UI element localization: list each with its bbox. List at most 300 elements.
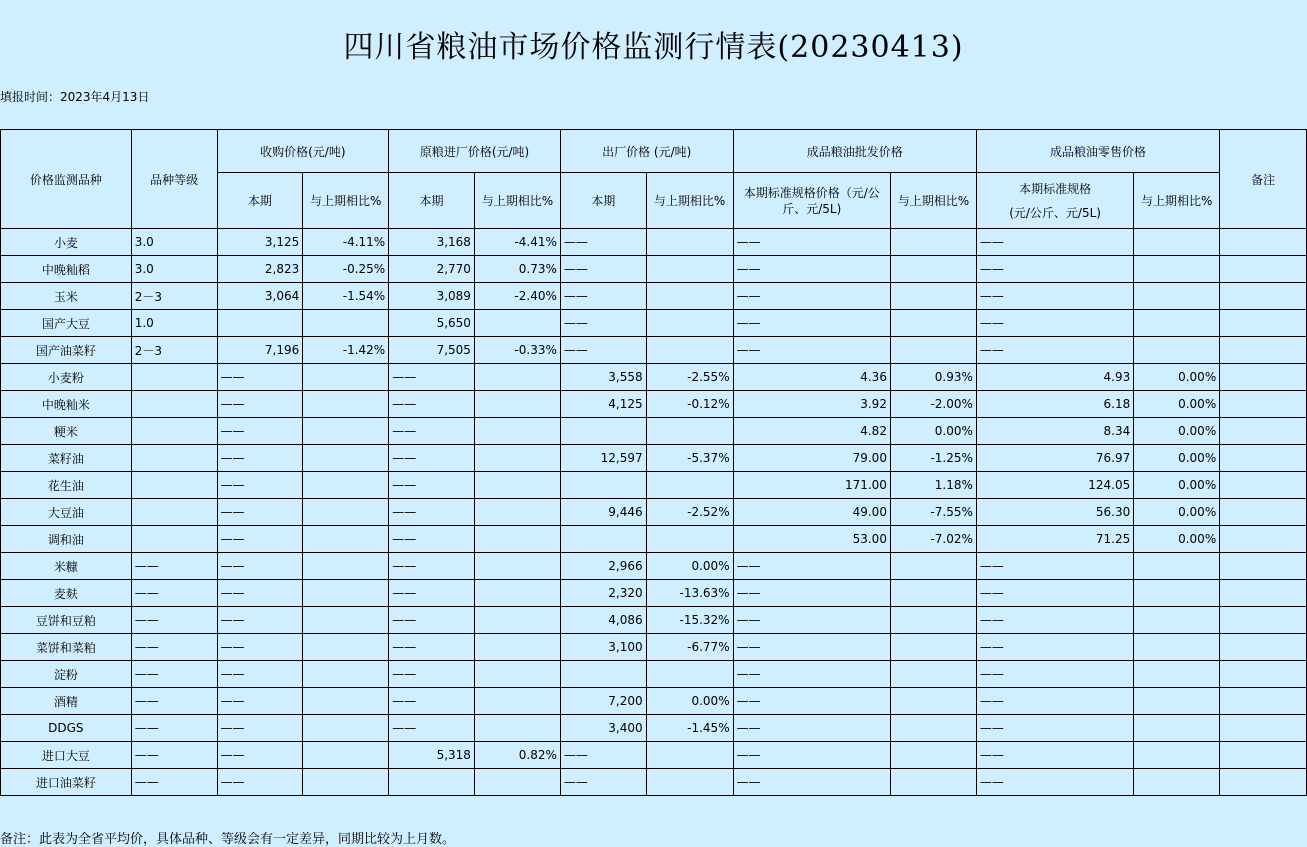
raw-factory-current-cell: 2,770 — [389, 256, 475, 283]
table-row — [1, 580, 1307, 607]
retail-ratio-cell — [1134, 769, 1220, 796]
ex-factory-current-cell — [560, 472, 646, 499]
remark-cell — [1220, 580, 1307, 607]
table-row — [1, 310, 1307, 337]
remark-cell — [1220, 418, 1307, 445]
header-purchase: 收购价格(元/吨) — [217, 130, 389, 173]
table-row — [1, 607, 1307, 634]
retail-ratio-cell: 0.00% — [1134, 418, 1220, 445]
header-retail-current-line2: (元/公斤、元/5L) — [1009, 205, 1101, 220]
grade-cell: —— — [131, 634, 217, 661]
raw-factory-ratio-cell: -4.41% — [474, 229, 560, 256]
raw-factory-current-cell: 5,650 — [389, 310, 475, 337]
raw-factory-ratio-cell — [474, 661, 560, 688]
raw-factory-current-cell: —— — [389, 634, 475, 661]
purchase-current-cell: —— — [217, 634, 303, 661]
table-row — [1, 742, 1307, 769]
table-row — [1, 715, 1307, 742]
ex-factory-ratio-cell — [646, 418, 733, 445]
wholesale-current-cell: 53.00 — [733, 526, 890, 553]
retail-ratio-cell — [1134, 337, 1220, 364]
item-name-cell: 调和油 — [1, 526, 132, 553]
item-name-cell: 小麦 — [1, 229, 132, 256]
remark-cell — [1220, 526, 1307, 553]
raw-factory-ratio-cell — [474, 418, 560, 445]
raw-factory-current-cell: —— — [389, 661, 475, 688]
ex-factory-current-cell: 2,966 — [560, 553, 646, 580]
table-row — [1, 256, 1307, 283]
item-name-cell: 菜饼和菜粕 — [1, 634, 132, 661]
ex-factory-current-cell — [560, 526, 646, 553]
header-ratio: 与上期相比% — [1134, 173, 1220, 229]
wholesale-ratio-cell: 1.18% — [890, 472, 976, 499]
raw-factory-ratio-cell: -2.40% — [474, 283, 560, 310]
purchase-current-cell: —— — [217, 553, 303, 580]
raw-factory-ratio-cell: 0.73% — [474, 256, 560, 283]
header-ex-factory: 出厂价格 (元/吨) — [560, 130, 733, 173]
retail-current-cell: —— — [976, 337, 1133, 364]
purchase-ratio-cell — [303, 391, 389, 418]
wholesale-ratio-cell — [890, 742, 976, 769]
purchase-ratio-cell: -4.11% — [303, 229, 389, 256]
retail-current-cell: 71.25 — [976, 526, 1133, 553]
retail-current-cell: —— — [976, 310, 1133, 337]
remark-cell — [1220, 769, 1307, 796]
item-name-cell: DDGS — [1, 715, 132, 742]
purchase-current-cell: —— — [217, 391, 303, 418]
price-table — [0, 129, 1307, 796]
retail-ratio-cell — [1134, 607, 1220, 634]
wholesale-current-cell: 3.92 — [733, 391, 890, 418]
ex-factory-current-cell: —— — [560, 283, 646, 310]
remark-cell — [1220, 337, 1307, 364]
wholesale-current-cell: —— — [733, 310, 890, 337]
header-retail: 成品粮油零售价格 — [976, 130, 1219, 173]
grade-cell: 1.0 — [131, 310, 217, 337]
purchase-current-cell: —— — [217, 472, 303, 499]
grade-cell: 2－3 — [131, 283, 217, 310]
remark-cell — [1220, 472, 1307, 499]
ex-factory-ratio-cell: -5.37% — [646, 445, 733, 472]
ex-factory-current-cell: 7,200 — [560, 688, 646, 715]
table-row — [1, 634, 1307, 661]
table-row — [1, 283, 1307, 310]
wholesale-current-cell: 4.82 — [733, 418, 890, 445]
raw-factory-ratio-cell — [474, 499, 560, 526]
raw-factory-current-cell: 7,505 — [389, 337, 475, 364]
remark-cell — [1220, 283, 1307, 310]
remark-cell — [1220, 634, 1307, 661]
remark-cell — [1220, 364, 1307, 391]
ex-factory-ratio-cell: -13.63% — [646, 580, 733, 607]
purchase-ratio-cell — [303, 607, 389, 634]
raw-factory-ratio-cell — [474, 472, 560, 499]
wholesale-ratio-cell — [890, 634, 976, 661]
wholesale-ratio-cell — [890, 256, 976, 283]
grade-cell: —— — [131, 715, 217, 742]
item-name-cell: 花生油 — [1, 472, 132, 499]
purchase-ratio-cell — [303, 472, 389, 499]
wholesale-current-cell: 49.00 — [733, 499, 890, 526]
header-wholesale-current: 本期标准规格价格（元/公斤、元/5L) — [733, 173, 890, 229]
item-name-cell: 酒精 — [1, 688, 132, 715]
purchase-current-cell: —— — [217, 769, 303, 796]
wholesale-ratio-cell: 0.93% — [890, 364, 976, 391]
purchase-current-cell: —— — [217, 364, 303, 391]
ex-factory-ratio-cell: -15.32% — [646, 607, 733, 634]
raw-factory-ratio-cell — [474, 526, 560, 553]
retail-current-cell: 76.97 — [976, 445, 1133, 472]
table-row — [1, 445, 1307, 472]
wholesale-ratio-cell — [890, 337, 976, 364]
ex-factory-ratio-cell — [646, 472, 733, 499]
raw-factory-ratio-cell — [474, 445, 560, 472]
retail-current-cell: 124.05 — [976, 472, 1133, 499]
ex-factory-ratio-cell: -2.55% — [646, 364, 733, 391]
table-row — [1, 661, 1307, 688]
retail-current-cell: 8.34 — [976, 418, 1133, 445]
wholesale-current-cell: —— — [733, 283, 890, 310]
retail-current-cell: —— — [976, 553, 1133, 580]
wholesale-ratio-cell — [890, 310, 976, 337]
purchase-ratio-cell: -0.25% — [303, 256, 389, 283]
raw-factory-current-cell: 5,318 — [389, 742, 475, 769]
remark-cell — [1220, 445, 1307, 472]
retail-ratio-cell: 0.00% — [1134, 526, 1220, 553]
ex-factory-ratio-cell — [646, 661, 733, 688]
remark-cell — [1220, 715, 1307, 742]
purchase-current-cell: —— — [217, 526, 303, 553]
retail-ratio-cell — [1134, 256, 1220, 283]
ex-factory-ratio-cell: -1.45% — [646, 715, 733, 742]
purchase-current-cell — [217, 310, 303, 337]
purchase-current-cell: —— — [217, 499, 303, 526]
table-row — [1, 337, 1307, 364]
raw-factory-current-cell: 3,168 — [389, 229, 475, 256]
retail-ratio-cell: 0.00% — [1134, 445, 1220, 472]
ex-factory-current-cell: —— — [560, 310, 646, 337]
table-row — [1, 418, 1307, 445]
wholesale-current-cell: —— — [733, 229, 890, 256]
purchase-ratio-cell: -1.54% — [303, 283, 389, 310]
header-current: 本期 — [389, 173, 475, 229]
raw-factory-current-cell: 3,089 — [389, 283, 475, 310]
grade-cell — [131, 445, 217, 472]
ex-factory-ratio-cell — [646, 256, 733, 283]
purchase-ratio-cell — [303, 715, 389, 742]
retail-current-cell: —— — [976, 769, 1133, 796]
grade-cell: 3.0 — [131, 256, 217, 283]
purchase-current-cell: 3,064 — [217, 283, 303, 310]
item-name-cell: 玉米 — [1, 283, 132, 310]
ex-factory-current-cell: 4,086 — [560, 607, 646, 634]
purchase-ratio-cell — [303, 499, 389, 526]
item-name-cell: 淀粉 — [1, 661, 132, 688]
purchase-ratio-cell — [303, 418, 389, 445]
raw-factory-current-cell: —— — [389, 472, 475, 499]
retail-current-cell: —— — [976, 688, 1133, 715]
ex-factory-ratio-cell: -2.52% — [646, 499, 733, 526]
ex-factory-current-cell: 2,320 — [560, 580, 646, 607]
grade-cell — [131, 418, 217, 445]
wholesale-current-cell: 79.00 — [733, 445, 890, 472]
raw-factory-current-cell: —— — [389, 364, 475, 391]
remark-cell — [1220, 688, 1307, 715]
purchase-current-cell: —— — [217, 742, 303, 769]
table-row — [1, 472, 1307, 499]
ex-factory-current-cell: 3,558 — [560, 364, 646, 391]
raw-factory-ratio-cell — [474, 688, 560, 715]
item-name-cell: 豆饼和豆粕 — [1, 607, 132, 634]
wholesale-ratio-cell: -7.55% — [890, 499, 976, 526]
remark-cell — [1220, 553, 1307, 580]
retail-ratio-cell: 0.00% — [1134, 364, 1220, 391]
grade-cell: —— — [131, 688, 217, 715]
ex-factory-ratio-cell: -0.12% — [646, 391, 733, 418]
purchase-ratio-cell: -1.42% — [303, 337, 389, 364]
retail-ratio-cell — [1134, 661, 1220, 688]
item-name-cell: 小麦粉 — [1, 364, 132, 391]
retail-ratio-cell: 0.00% — [1134, 472, 1220, 499]
table-row — [1, 526, 1307, 553]
header-grade: 品种等级 — [131, 130, 217, 229]
retail-current-cell: —— — [976, 742, 1133, 769]
retail-ratio-cell — [1134, 310, 1220, 337]
retail-current-cell: —— — [976, 229, 1133, 256]
header-current: 本期 — [217, 173, 303, 229]
purchase-current-cell: 7,196 — [217, 337, 303, 364]
wholesale-current-cell: 4.36 — [733, 364, 890, 391]
grade-cell — [131, 526, 217, 553]
wholesale-current-cell: —— — [733, 580, 890, 607]
wholesale-ratio-cell: -2.00% — [890, 391, 976, 418]
ex-factory-ratio-cell — [646, 526, 733, 553]
purchase-ratio-cell — [303, 364, 389, 391]
item-name-cell: 进口油菜籽 — [1, 769, 132, 796]
retail-current-cell: —— — [976, 607, 1133, 634]
ex-factory-current-cell: —— — [560, 229, 646, 256]
raw-factory-ratio-cell — [474, 553, 560, 580]
header-ratio: 与上期相比% — [646, 173, 733, 229]
raw-factory-ratio-cell — [474, 391, 560, 418]
purchase-ratio-cell — [303, 634, 389, 661]
wholesale-current-cell: —— — [733, 661, 890, 688]
retail-ratio-cell — [1134, 742, 1220, 769]
remark-cell — [1220, 229, 1307, 256]
ex-factory-current-cell: —— — [560, 742, 646, 769]
raw-factory-ratio-cell — [474, 364, 560, 391]
ex-factory-ratio-cell — [646, 229, 733, 256]
ex-factory-current-cell: 4,125 — [560, 391, 646, 418]
retail-ratio-cell — [1134, 229, 1220, 256]
header-ratio: 与上期相比% — [890, 173, 976, 229]
raw-factory-ratio-cell — [474, 769, 560, 796]
grade-cell — [131, 472, 217, 499]
raw-factory-ratio-cell — [474, 607, 560, 634]
purchase-ratio-cell — [303, 742, 389, 769]
purchase-ratio-cell — [303, 769, 389, 796]
header-ratio: 与上期相比% — [303, 173, 389, 229]
table-row — [1, 769, 1307, 796]
table-row — [1, 553, 1307, 580]
item-name-cell: 国产油菜籽 — [1, 337, 132, 364]
retail-ratio-cell — [1134, 553, 1220, 580]
grade-cell: 2－3 — [131, 337, 217, 364]
purchase-current-cell: —— — [217, 418, 303, 445]
header-wholesale: 成品粮油批发价格 — [733, 130, 976, 173]
remark-cell — [1220, 310, 1307, 337]
wholesale-current-cell: —— — [733, 742, 890, 769]
retail-ratio-cell — [1134, 580, 1220, 607]
table-row — [1, 688, 1307, 715]
raw-factory-ratio-cell — [474, 580, 560, 607]
item-name-cell: 国产大豆 — [1, 310, 132, 337]
ex-factory-ratio-cell — [646, 283, 733, 310]
retail-ratio-cell — [1134, 715, 1220, 742]
ex-factory-ratio-cell — [646, 769, 733, 796]
ex-factory-ratio-cell — [646, 337, 733, 364]
grade-cell: —— — [131, 661, 217, 688]
wholesale-ratio-cell — [890, 607, 976, 634]
wholesale-ratio-cell — [890, 580, 976, 607]
wholesale-ratio-cell: -7.02% — [890, 526, 976, 553]
ex-factory-current-cell: 3,100 — [560, 634, 646, 661]
retail-ratio-cell — [1134, 634, 1220, 661]
header-retail-current — [976, 173, 1133, 229]
header-raw-factory: 原粮进厂价格(元/吨) — [389, 130, 561, 173]
retail-current-cell: 6.18 — [976, 391, 1133, 418]
ex-factory-current-cell: —— — [560, 337, 646, 364]
raw-factory-ratio-cell: 0.82% — [474, 742, 560, 769]
raw-factory-ratio-cell — [474, 634, 560, 661]
header-current: 本期 — [560, 173, 646, 229]
wholesale-current-cell: —— — [733, 715, 890, 742]
ex-factory-current-cell — [560, 418, 646, 445]
purchase-ratio-cell — [303, 661, 389, 688]
ex-factory-ratio-cell: 0.00% — [646, 553, 733, 580]
raw-factory-current-cell: —— — [389, 553, 475, 580]
purchase-current-cell: —— — [217, 445, 303, 472]
wholesale-ratio-cell — [890, 715, 976, 742]
retail-ratio-cell: 0.00% — [1134, 391, 1220, 418]
wholesale-ratio-cell — [890, 283, 976, 310]
retail-current-cell: —— — [976, 634, 1133, 661]
purchase-ratio-cell — [303, 445, 389, 472]
retail-ratio-cell: 0.00% — [1134, 499, 1220, 526]
retail-current-cell: —— — [976, 283, 1133, 310]
page-title: 四川省粮油市场价格监测行情表(20230413) — [343, 30, 964, 65]
ex-factory-ratio-cell: 0.00% — [646, 688, 733, 715]
item-name-cell: 麦麸 — [1, 580, 132, 607]
ex-factory-ratio-cell: -6.77% — [646, 634, 733, 661]
remark-cell — [1220, 661, 1307, 688]
item-name-cell: 中晚籼米 — [1, 391, 132, 418]
raw-factory-current-cell: —— — [389, 715, 475, 742]
wholesale-current-cell: —— — [733, 634, 890, 661]
wholesale-ratio-cell: -1.25% — [890, 445, 976, 472]
remark-cell — [1220, 742, 1307, 769]
raw-factory-ratio-cell: -0.33% — [474, 337, 560, 364]
wholesale-current-cell: —— — [733, 769, 890, 796]
purchase-ratio-cell — [303, 580, 389, 607]
table-row — [1, 499, 1307, 526]
retail-ratio-cell — [1134, 688, 1220, 715]
table-row — [1, 391, 1307, 418]
wholesale-current-cell: —— — [733, 607, 890, 634]
wholesale-ratio-cell — [890, 661, 976, 688]
purchase-current-cell: —— — [217, 607, 303, 634]
wholesale-ratio-cell — [890, 553, 976, 580]
grade-cell: —— — [131, 580, 217, 607]
raw-factory-current-cell — [389, 769, 475, 796]
retail-current-cell: —— — [976, 256, 1133, 283]
item-name-cell: 米糠 — [1, 553, 132, 580]
wholesale-current-cell: —— — [733, 553, 890, 580]
item-name-cell: 粳米 — [1, 418, 132, 445]
purchase-current-cell: —— — [217, 715, 303, 742]
retail-current-cell: 4.93 — [976, 364, 1133, 391]
purchase-current-cell: 2,823 — [217, 256, 303, 283]
raw-factory-current-cell: —— — [389, 391, 475, 418]
raw-factory-ratio-cell — [474, 310, 560, 337]
ex-factory-current-cell: —— — [560, 769, 646, 796]
raw-factory-current-cell: —— — [389, 580, 475, 607]
raw-factory-current-cell: —— — [389, 607, 475, 634]
fill-time: 填报时间：2023年4月13日 — [0, 90, 150, 104]
purchase-ratio-cell — [303, 553, 389, 580]
header-ratio: 与上期相比% — [474, 173, 560, 229]
grade-cell: —— — [131, 607, 217, 634]
retail-current-cell: —— — [976, 661, 1133, 688]
table-row — [1, 364, 1307, 391]
purchase-current-cell: —— — [217, 661, 303, 688]
purchase-current-cell: —— — [217, 688, 303, 715]
wholesale-ratio-cell — [890, 769, 976, 796]
raw-factory-current-cell: —— — [389, 688, 475, 715]
raw-factory-current-cell: —— — [389, 418, 475, 445]
table-row — [1, 229, 1307, 256]
remark-cell — [1220, 256, 1307, 283]
raw-factory-current-cell: —— — [389, 499, 475, 526]
grade-cell: —— — [131, 742, 217, 769]
grade-cell — [131, 499, 217, 526]
retail-current-cell: —— — [976, 580, 1133, 607]
footer-note: 备注：此表为全省平均价，具体品种、等级会有一定差异，同期比较为上月数。 — [0, 832, 456, 847]
wholesale-ratio-cell — [890, 229, 976, 256]
ex-factory-current-cell — [560, 661, 646, 688]
raw-factory-current-cell: —— — [389, 526, 475, 553]
retail-current-cell: —— — [976, 715, 1133, 742]
ex-factory-current-cell: —— — [560, 256, 646, 283]
grade-cell: —— — [131, 553, 217, 580]
purchase-ratio-cell — [303, 688, 389, 715]
remark-cell — [1220, 607, 1307, 634]
purchase-ratio-cell — [303, 310, 389, 337]
header-remark: 备注 — [1220, 130, 1307, 229]
wholesale-current-cell: —— — [733, 688, 890, 715]
item-name-cell: 进口大豆 — [1, 742, 132, 769]
purchase-current-cell: —— — [217, 580, 303, 607]
grade-cell — [131, 364, 217, 391]
wholesale-ratio-cell — [890, 688, 976, 715]
grade-cell — [131, 391, 217, 418]
item-name-cell: 菜籽油 — [1, 445, 132, 472]
grade-cell: 3.0 — [131, 229, 217, 256]
wholesale-current-cell: 171.00 — [733, 472, 890, 499]
ex-factory-current-cell: 12,597 — [560, 445, 646, 472]
purchase-ratio-cell — [303, 526, 389, 553]
item-name-cell: 中晚籼稻 — [1, 256, 132, 283]
